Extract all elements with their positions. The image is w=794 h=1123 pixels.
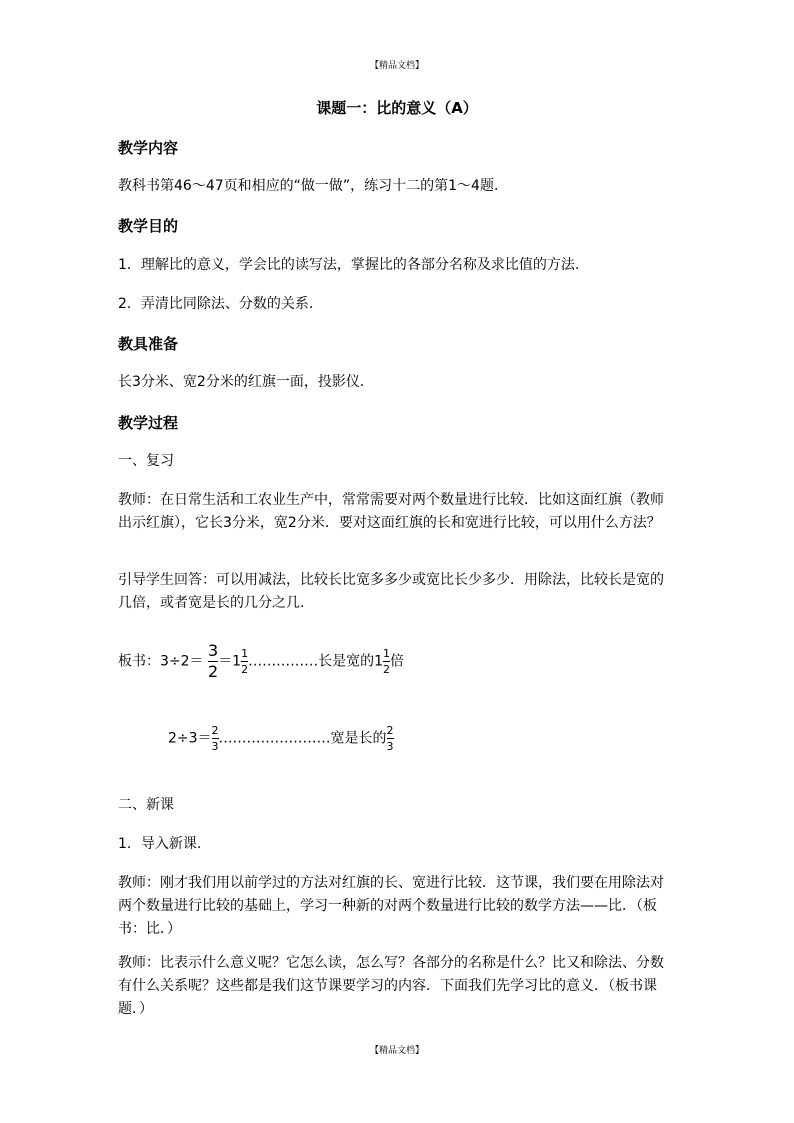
fraction-numerator: 2 bbox=[211, 724, 219, 737]
paragraph-review-1: 教师：在日常生活和工农业生产中，常常需要对两个数量进行比较．比如这面红旗（教师出示红旗），它长3分米，宽2分米．要对这面红旗的长和宽进行比较，可以用什么方法？ bbox=[118, 492, 664, 531]
board2-prefix: 2÷3＝ bbox=[168, 730, 212, 747]
fraction-denominator: 2 bbox=[208, 662, 219, 681]
board1-mid: 长是宽的1 bbox=[318, 653, 384, 670]
heading-process: 教学过程 bbox=[118, 414, 179, 432]
heading-new-lesson: 二、新课 bbox=[118, 797, 174, 813]
paragraph-new-1: 1．导入新课. bbox=[118, 836, 202, 852]
board2-dots: …………………… bbox=[218, 730, 331, 747]
fraction-numerator: 1 bbox=[383, 647, 391, 660]
paragraph-tools: 长3分米、宽2分米的红旗一面，投影仪. bbox=[118, 374, 365, 390]
paragraph-new-3: 教师：比表示什么意义呢？它怎么读，怎么写？各部分的名称是什么？比又和除法、分数有什么关系呢？这些都是我们这节课要学习的内容．下面我们先学习比的意义．（板书课题．） bbox=[118, 955, 664, 1017]
board-formula-2 bbox=[168, 725, 394, 752]
page-footer: 【精品文档】 bbox=[369, 1046, 424, 1056]
heading-tools: 教具准备 bbox=[118, 335, 179, 353]
paragraph-goal-2: 2．弄清比同除法、分数的关系. bbox=[118, 296, 314, 312]
board2-mid: 宽是长的 bbox=[330, 730, 387, 747]
paragraph-new-2: 教师：刚才我们用以前学过的方法对红旗的长、宽进行比较．这节课，我们要在用除法对两个数量进行比较的基础上，学习一种新的对两个数量进行比较的数学方法——比．（板书：比．） bbox=[118, 875, 664, 937]
fraction-denominator: 3 bbox=[211, 740, 219, 753]
fraction-denominator: 2 bbox=[383, 663, 391, 676]
fraction-1-2-b bbox=[383, 648, 390, 675]
fraction-1-2 bbox=[241, 648, 248, 675]
heading-content: 教学内容 bbox=[118, 139, 179, 157]
board1-eq: ＝1 bbox=[218, 653, 242, 670]
paragraph-review-2: 引导学生回答：可以用减法，比较长比宽多多少或宽比长少多少．用除法，比较长是宽的几倍，或者宽是长的几分之几. bbox=[118, 572, 664, 611]
board-formula-1 bbox=[118, 643, 404, 680]
board1-dots: …………… bbox=[248, 653, 319, 670]
fraction-3-2 bbox=[208, 643, 218, 680]
fraction-numerator: 1 bbox=[241, 647, 249, 660]
fraction-numerator: 2 bbox=[386, 724, 394, 737]
fraction-2-3 bbox=[212, 725, 219, 752]
board1-suffix: 倍 bbox=[390, 653, 405, 670]
page-title: 课题一：比的意义（A） bbox=[316, 99, 478, 117]
heading-review: 一、复习 bbox=[118, 453, 174, 469]
page-header: 【精品文档】 bbox=[369, 61, 424, 71]
fraction-denominator: 3 bbox=[386, 740, 394, 753]
fraction-numerator: 3 bbox=[208, 641, 219, 660]
heading-goal: 教学目的 bbox=[118, 217, 179, 235]
fraction-denominator: 2 bbox=[241, 663, 249, 676]
fraction-2-3-b bbox=[387, 725, 394, 752]
board1-prefix: 板书：3÷2＝ bbox=[118, 653, 204, 670]
paragraph-goal-1: 1．理解比的意义，学会比的读写法，掌握比的各部分名称及求比值的方法. bbox=[118, 257, 580, 273]
paragraph-content: 教科书第46～47页和相应的“做一做”，练习十二的第1～4题. bbox=[118, 178, 499, 194]
